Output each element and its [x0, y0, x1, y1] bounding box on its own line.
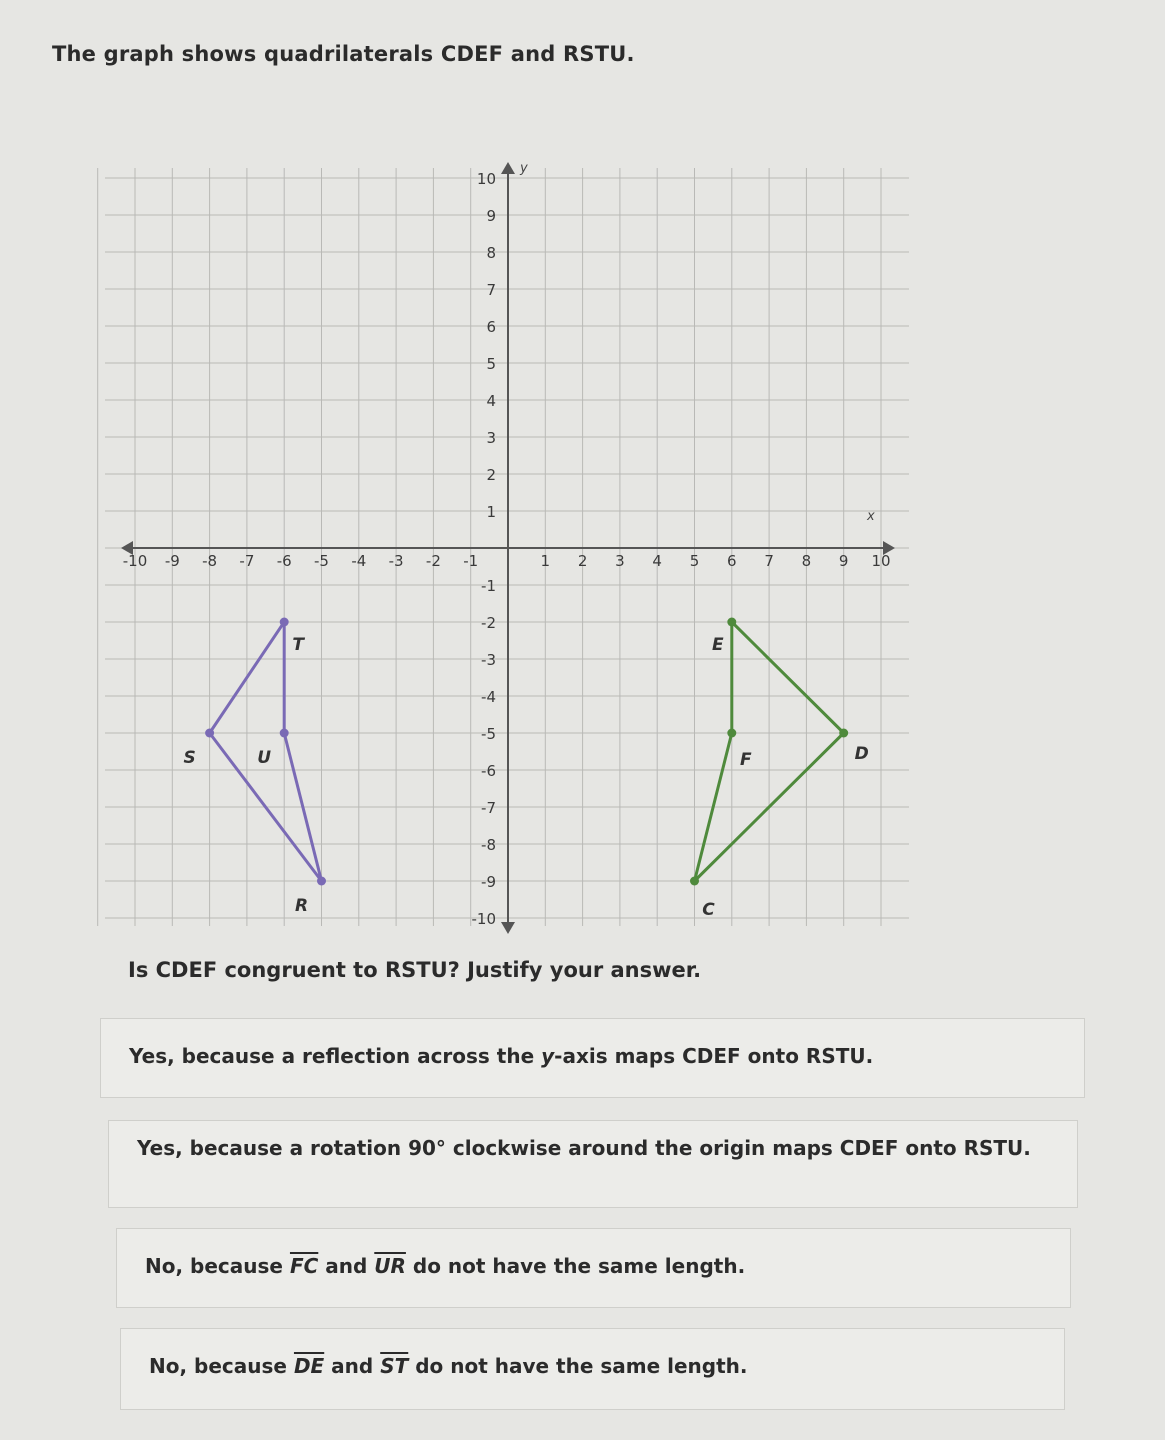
vertex-point-u: [280, 729, 289, 738]
y-tick-label: -5: [481, 725, 496, 743]
x-tick-label: 10: [871, 552, 891, 570]
vertex-point-f: [727, 729, 736, 738]
y-tick-label: 3: [486, 429, 496, 447]
answer-choice-2-text: Yes, because a rotation 90° clockwise around the origin maps CDEF onto RSTU.: [137, 1136, 1031, 1160]
x-axis-label: x: [867, 509, 875, 524]
y-tick-label: 4: [486, 392, 496, 410]
answer-choice-1-text: Yes, because a reflection across the y-axis maps CDEF onto RSTU.: [129, 1044, 874, 1068]
x-tick-label: 7: [764, 552, 774, 570]
y-tick-label: 1: [486, 503, 496, 521]
vertex-point-d: [839, 729, 848, 738]
x-tick-label: 2: [577, 552, 588, 570]
x-tick-label: 5: [689, 552, 700, 570]
vertex-point-c: [690, 877, 699, 886]
question-text: Is CDEF congruent to RSTU? Justify your answer.: [128, 958, 702, 982]
x-tick-label: -6: [276, 552, 292, 570]
y-tick-label: 2: [486, 466, 496, 484]
y-tick-label: -4: [481, 688, 496, 706]
x-tick-label: -10: [122, 552, 148, 570]
y-tick-label: -3: [481, 651, 496, 669]
x-tick-label: -8: [202, 552, 218, 570]
segment-fc: $\overline{FC}$: [289, 1254, 319, 1278]
y-tick-label: 8: [486, 244, 496, 262]
vertex-point-r: [317, 877, 326, 886]
answer-choice-3[interactable]: [116, 1228, 1071, 1308]
answer-choice-3-text: No, because $\overline{FC}$ and $\overline{UR}$ do not have the same length.: [145, 1254, 746, 1278]
y-tick-label: -6: [481, 762, 496, 780]
x-tick-label: -1: [463, 552, 479, 570]
y-axis-arrow-down: [501, 922, 515, 934]
y-tick-label: 5: [486, 355, 496, 373]
vertex-label-s: S: [183, 748, 196, 768]
y-axis-label: y: [520, 161, 528, 176]
x-tick-label: -9: [164, 552, 180, 570]
answer-choice-2[interactable]: [108, 1120, 1078, 1208]
prompt-text: The graph shows quadrilaterals CDEF and RSTU.: [52, 42, 635, 66]
vertex-label-r: R: [294, 896, 309, 916]
x-tick-label: 1: [540, 552, 551, 570]
y-tick-label: -10: [471, 910, 496, 928]
x-tick-label: 6: [727, 552, 737, 570]
vertex-point-t: [280, 618, 289, 627]
y-tick-label: 7: [486, 281, 496, 299]
segment-ur: $\overline{UR}$: [374, 1254, 406, 1278]
segment-st: $\overline{ST}$: [380, 1354, 409, 1378]
y-tick-label: 6: [486, 318, 496, 336]
x-tick-label: -2: [425, 552, 441, 570]
y-tick-label: -1: [481, 577, 496, 595]
x-tick-label: 3: [615, 552, 625, 570]
x-tick-label: -5: [314, 552, 329, 570]
y-tick-label: -8: [481, 836, 496, 854]
x-tick-label: 4: [652, 552, 662, 570]
answer-choice-4[interactable]: [120, 1328, 1065, 1410]
vertex-point-e: [727, 618, 736, 627]
answer-choice-4-text: No, because $\overline{DE}$ and $\overline{ST}$ do not have the same length.: [149, 1354, 748, 1378]
vertex-label-c: C: [702, 900, 715, 920]
vertex-point-s: [205, 729, 214, 738]
x-tick-label: 8: [801, 552, 812, 570]
x-tick-label: -4: [351, 552, 367, 570]
vertex-label-u: U: [257, 748, 272, 768]
y-axis-arrow-up: [501, 162, 515, 174]
vertex-label-t: T: [292, 635, 305, 655]
segment-de: $\overline{DE}$: [293, 1354, 325, 1378]
y-tick-label: -2: [481, 614, 496, 632]
answer-choice-1[interactable]: [100, 1018, 1085, 1098]
x-tick-label: -7: [239, 552, 255, 570]
vertex-label-e: E: [711, 635, 724, 655]
y-tick-label: 10: [476, 170, 496, 188]
vertex-label-d: D: [854, 744, 869, 764]
x-tick-label: -3: [388, 552, 404, 570]
y-tick-label: -7: [481, 799, 496, 817]
y-tick-label: -9: [481, 873, 496, 891]
x-tick-label: 9: [838, 552, 849, 570]
y-tick-label: 9: [486, 207, 496, 225]
vertex-label-f: F: [739, 750, 752, 770]
